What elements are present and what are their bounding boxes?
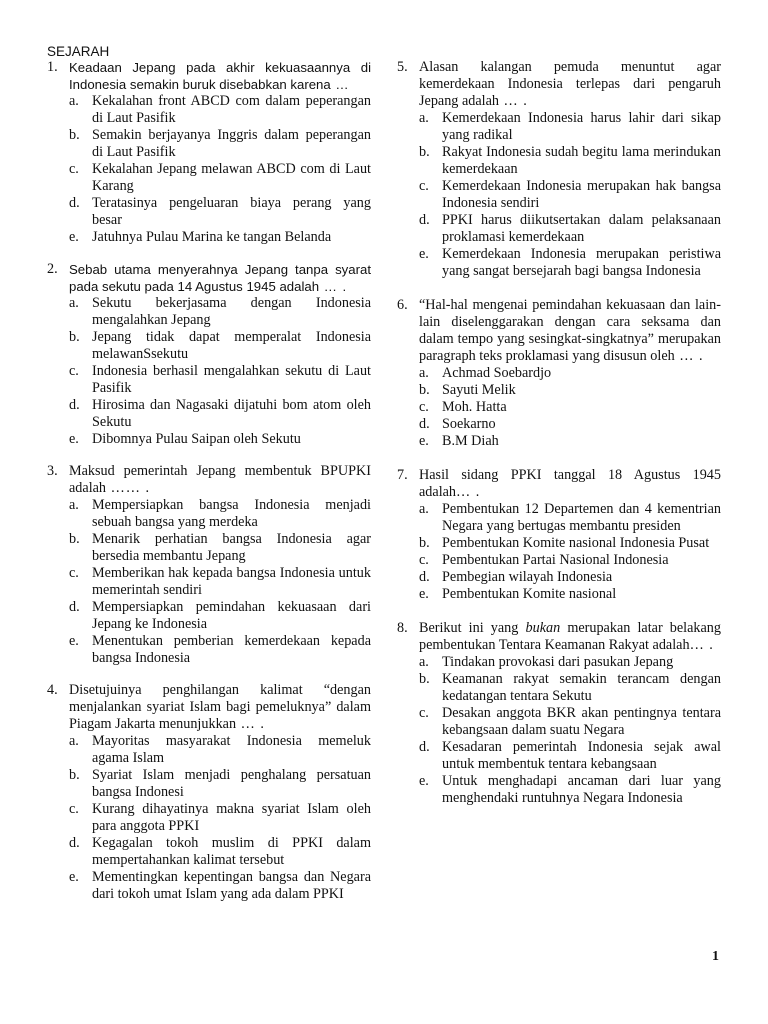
option-letter: b.: [69, 767, 80, 783]
question-number: 5.: [397, 59, 408, 75]
option-list: [47, 93, 371, 246]
option-text: Pembentukan Partai Nasional Indonesia: [442, 552, 669, 568]
option-a: [397, 654, 721, 671]
question-number: 2.: [47, 261, 58, 277]
option-a: [397, 110, 721, 144]
option-letter: b.: [419, 535, 430, 551]
option-text: Dibomnya Pulau Saipan oleh Sekutu: [92, 431, 301, 447]
option-text: Kemerdekaan Indonesia merupakan hak bangsa Indonesia sendiri: [442, 178, 721, 211]
option-b: [47, 767, 371, 801]
option-c: [47, 565, 371, 599]
option-text: Kegagalan tokoh muslim di PPKI dalam mempertahankan kalimat tersebut: [92, 835, 371, 868]
option-text: Tindakan provokasi dari pasukan Jepang: [442, 654, 674, 670]
option-text: Desakan anggota BKR akan pentingnya tentara kebangsaan dalam suatu Negara: [442, 705, 721, 738]
option-letter: a.: [69, 733, 79, 749]
question-text: Disetujuinya penghilangan kalimat “dengan menjalankan syariat Islam bagi pemeluknya” dalam Piagam Jakarta menunjukkan: [69, 682, 371, 732]
question-text-start: Berikut ini yang: [419, 620, 526, 636]
question-text: Hasil sidang PPKI tanggal 18 Agustus 1945 adalah: [419, 467, 721, 500]
option-letter: e.: [419, 586, 429, 602]
option-letter: c.: [419, 178, 429, 194]
question-text: merupakan latar belakang pembentukan Tentara Keamanan Rakyat adalah: [419, 620, 721, 653]
option-list: [397, 110, 721, 280]
option-b: [397, 671, 721, 705]
option-letter: a.: [69, 295, 79, 311]
question-stem: [47, 463, 371, 497]
option-text: Kemerdekaan Indonesia merupakan peristiwa yang sangat bersejarah bagi bangsa Indonesia: [442, 246, 721, 279]
option-d: [397, 212, 721, 246]
option-e: [397, 246, 721, 280]
option-letter: c.: [69, 565, 79, 581]
option-text: Kemerdekaan Indonesia harus lahir dari sikap yang radikal: [442, 110, 721, 143]
question-8: [397, 620, 721, 807]
option-text: Syariat Islam menjadi penghalang persatuan bangsa Indonesi: [92, 767, 371, 800]
option-a: [397, 501, 721, 535]
question-1: [47, 59, 371, 246]
option-list: [397, 654, 721, 807]
option-letter: b.: [69, 329, 80, 345]
option-letter: a.: [69, 93, 79, 109]
option-letter: b.: [69, 531, 80, 547]
option-text: Mempersiapkan bangsa Indonesia menjadi sebuah bangsa yang merdeka: [92, 497, 371, 530]
left-column: [47, 59, 371, 903]
option-letter: a.: [419, 654, 429, 670]
question-stem: [47, 682, 371, 733]
option-d: [397, 739, 721, 773]
option-letter: c.: [69, 161, 79, 177]
option-letter: b.: [419, 382, 430, 398]
option-d: [47, 835, 371, 869]
option-text: Achmad Soebardjo: [442, 365, 552, 381]
option-text: Kekalahan Jepang melawan ABCD com di Laut Karang: [92, 161, 371, 194]
option-text: Pembentukan Komite nasional Indonesia Pusat: [442, 535, 710, 551]
question-stem: [397, 467, 721, 501]
option-letter: e.: [69, 869, 79, 885]
option-text: Indonesia berhasil mengalahkan sekutu di Laut Pasifik: [92, 363, 371, 396]
option-c: [47, 801, 371, 835]
question-text: Alasan kalangan pemuda menuntut agar kemerdekaan Indonesia terlepas dari pengaruh Jepang adalah: [419, 59, 721, 109]
question-number: 4.: [47, 682, 58, 698]
option-a: [47, 93, 371, 127]
option-d: [397, 569, 721, 586]
option-text: Kurang dihayatinya makna syariat Islam oleh para anggota PPKI: [92, 801, 371, 834]
option-b: [47, 329, 371, 363]
question-2: [47, 261, 371, 448]
question-ellipsis: … .: [674, 348, 704, 364]
question-6: [397, 297, 721, 450]
option-letter: e.: [69, 431, 79, 447]
option-letter: b.: [69, 127, 80, 143]
option-c: [47, 363, 371, 397]
option-text: Hirosima dan Nagasaki dijatuhi bom atom oleh Sekutu: [92, 397, 371, 430]
question-ellipsis: …… .: [106, 480, 151, 496]
option-letter: e.: [69, 633, 79, 649]
option-b: [397, 144, 721, 178]
option-text: Mementingkan kepentingan bangsa dan Negara dari tokoh umat Islam yang ada dalam PPKI: [92, 869, 371, 902]
option-b: [397, 382, 721, 399]
question-text: “Hal-hal mengenai pemindahan kekuasaan dan lain-lain diselenggarakan dengan cara seksama dan dalam tempo yang sesingkat-singkatnya” merupakan paragraph teks proklamasi yang disusun oleh: [419, 297, 721, 364]
option-c: [397, 705, 721, 739]
option-e: [397, 586, 721, 603]
option-list: [397, 501, 721, 603]
option-letter: d.: [419, 739, 430, 755]
option-letter: b.: [419, 671, 430, 687]
option-e: [397, 433, 721, 450]
option-e: [47, 869, 371, 903]
option-list: [397, 365, 721, 450]
question-ellipsis: … .: [498, 93, 528, 109]
option-a: [47, 295, 371, 329]
option-text: Moh. Hatta: [442, 399, 507, 415]
option-d: [397, 416, 721, 433]
question-ellipsis: … .: [236, 716, 265, 732]
question-number: 3.: [47, 463, 58, 479]
question-number: 6.: [397, 297, 408, 313]
option-text: Sayuti Melik: [442, 382, 516, 398]
option-e: [397, 773, 721, 807]
option-e: [47, 229, 371, 246]
option-list: [47, 295, 371, 448]
option-text: B.M Diah: [442, 433, 499, 449]
question-ellipsis: … .: [689, 637, 714, 653]
option-text: Jatuhnya Pulau Marina ke tangan Belanda: [92, 229, 332, 245]
option-text: Rakyat Indonesia sudah begitu lama merindukan kemerdekaan: [442, 144, 721, 177]
option-c: [397, 552, 721, 569]
option-c: [397, 178, 721, 212]
option-c: [397, 399, 721, 416]
option-text: Semakin berjayanya Inggris dalam peperangan di Laut Pasifik: [92, 127, 371, 160]
option-text: Untuk menghadapi ancaman dari luar yang menghendaki runtuhnya Negara Indonesia: [442, 773, 721, 806]
option-letter: a.: [419, 365, 429, 381]
option-letter: a.: [419, 501, 429, 517]
option-letter: b.: [419, 144, 430, 160]
option-letter: d.: [69, 397, 80, 413]
document-subject-heading: SEJARAH: [47, 44, 110, 59]
option-letter: d.: [419, 416, 430, 432]
option-letter: c.: [419, 399, 429, 415]
option-list: [47, 733, 371, 903]
option-letter: c.: [69, 363, 79, 379]
option-text: Soekarno: [442, 416, 496, 432]
question-number: 1.: [47, 59, 58, 75]
question-number: 7.: [397, 467, 408, 483]
option-text: Keamanan rakyat semakin terancam dengan kedatangan tentara Sekutu: [442, 671, 721, 704]
option-letter: e.: [419, 246, 429, 262]
option-b: [397, 535, 721, 552]
option-letter: c.: [419, 705, 429, 721]
option-a: [47, 497, 371, 531]
option-letter: a.: [419, 110, 429, 126]
option-letter: d.: [419, 212, 430, 228]
option-letter: d.: [69, 599, 80, 615]
question-stem: [397, 297, 721, 365]
question-number: 8.: [397, 620, 408, 636]
option-text: Pembentukan Komite nasional: [442, 586, 617, 602]
option-d: [47, 195, 371, 229]
question-5: [397, 59, 721, 280]
question-ellipsis: …: [330, 77, 350, 92]
question-stem: [397, 620, 721, 654]
question-4: [47, 682, 371, 903]
option-text: Menentukan pemberian kemerdekaan kepada bangsa Indonesia: [92, 633, 371, 666]
option-text: PPKI harus diikutsertakan dalam pelaksanaan proklamasi kemerdekaan: [442, 212, 721, 245]
page-number: 1: [712, 949, 719, 964]
option-a: [47, 733, 371, 767]
option-text: Sekutu bekerjasama dengan Indonesia mengalahkan Jepang: [92, 295, 371, 328]
option-b: [47, 531, 371, 565]
question-text: Maksud pemerintah Jepang membentuk BPUPKI adalah: [69, 463, 371, 496]
question-emphasis: bukan: [525, 620, 561, 636]
option-letter: c.: [69, 801, 79, 817]
option-letter: e.: [69, 229, 79, 245]
option-text: Pembentukan 12 Departemen dan 4 kementrian Negara yang bertugas membantu presiden: [442, 501, 721, 534]
option-letter: c.: [419, 552, 429, 568]
question-7: [397, 467, 721, 603]
option-d: [47, 599, 371, 633]
option-letter: e.: [419, 433, 429, 449]
question-stem: [397, 59, 721, 110]
option-letter: d.: [69, 195, 80, 211]
option-a: [397, 365, 721, 382]
right-column: [397, 59, 721, 807]
option-text: Kesadaran pemerintah Indonesia sejak awal untuk membentuk tentara kebangsaan: [442, 739, 721, 772]
option-text: Teratasinya pengeluaran biaya perang yang besar: [92, 195, 371, 228]
option-text: Jepang tidak dapat memperalat Indonesia melawanSsekutu: [92, 329, 371, 362]
option-b: [47, 127, 371, 161]
option-text: Memberikan hak kepada bangsa Indonesia untuk memerintah sendiri: [92, 565, 371, 598]
option-text: Kekalahan front ABCD com dalam peperangan di Laut Pasifik: [92, 93, 371, 126]
option-letter: a.: [69, 497, 79, 513]
option-letter: d.: [69, 835, 80, 851]
question-text: Sebab utama menyerahnya Jepang tanpa syarat pada sekutu pada 14 Agustus 1945 adalah: [69, 262, 371, 294]
option-letter: d.: [419, 569, 430, 585]
option-list: [47, 497, 371, 667]
option-text: Menarik perhatian bangsa Indonesia agar bersedia membantu Jepang: [92, 531, 371, 564]
question-stem: [47, 59, 371, 93]
question-text: Keadaan Jepang pada akhir kekuasaannya di Indonesia semakin buruk disebabkan karena: [69, 60, 371, 92]
option-e: [47, 633, 371, 667]
option-letter: e.: [419, 773, 429, 789]
question-stem: [47, 261, 371, 295]
option-e: [47, 431, 371, 448]
option-d: [47, 397, 371, 431]
option-c: [47, 161, 371, 195]
question-ellipsis: … .: [456, 484, 481, 500]
option-text: Mayoritas masyarakat Indonesia memeluk agama Islam: [92, 733, 371, 766]
option-text: Pembegian wilayah Indonesia: [442, 569, 613, 585]
question-ellipsis: … .: [319, 279, 348, 294]
option-text: Mempersiapkan pemindahan kekuasaan dari Jepang ke Indonesia: [92, 599, 371, 632]
question-3: [47, 463, 371, 667]
